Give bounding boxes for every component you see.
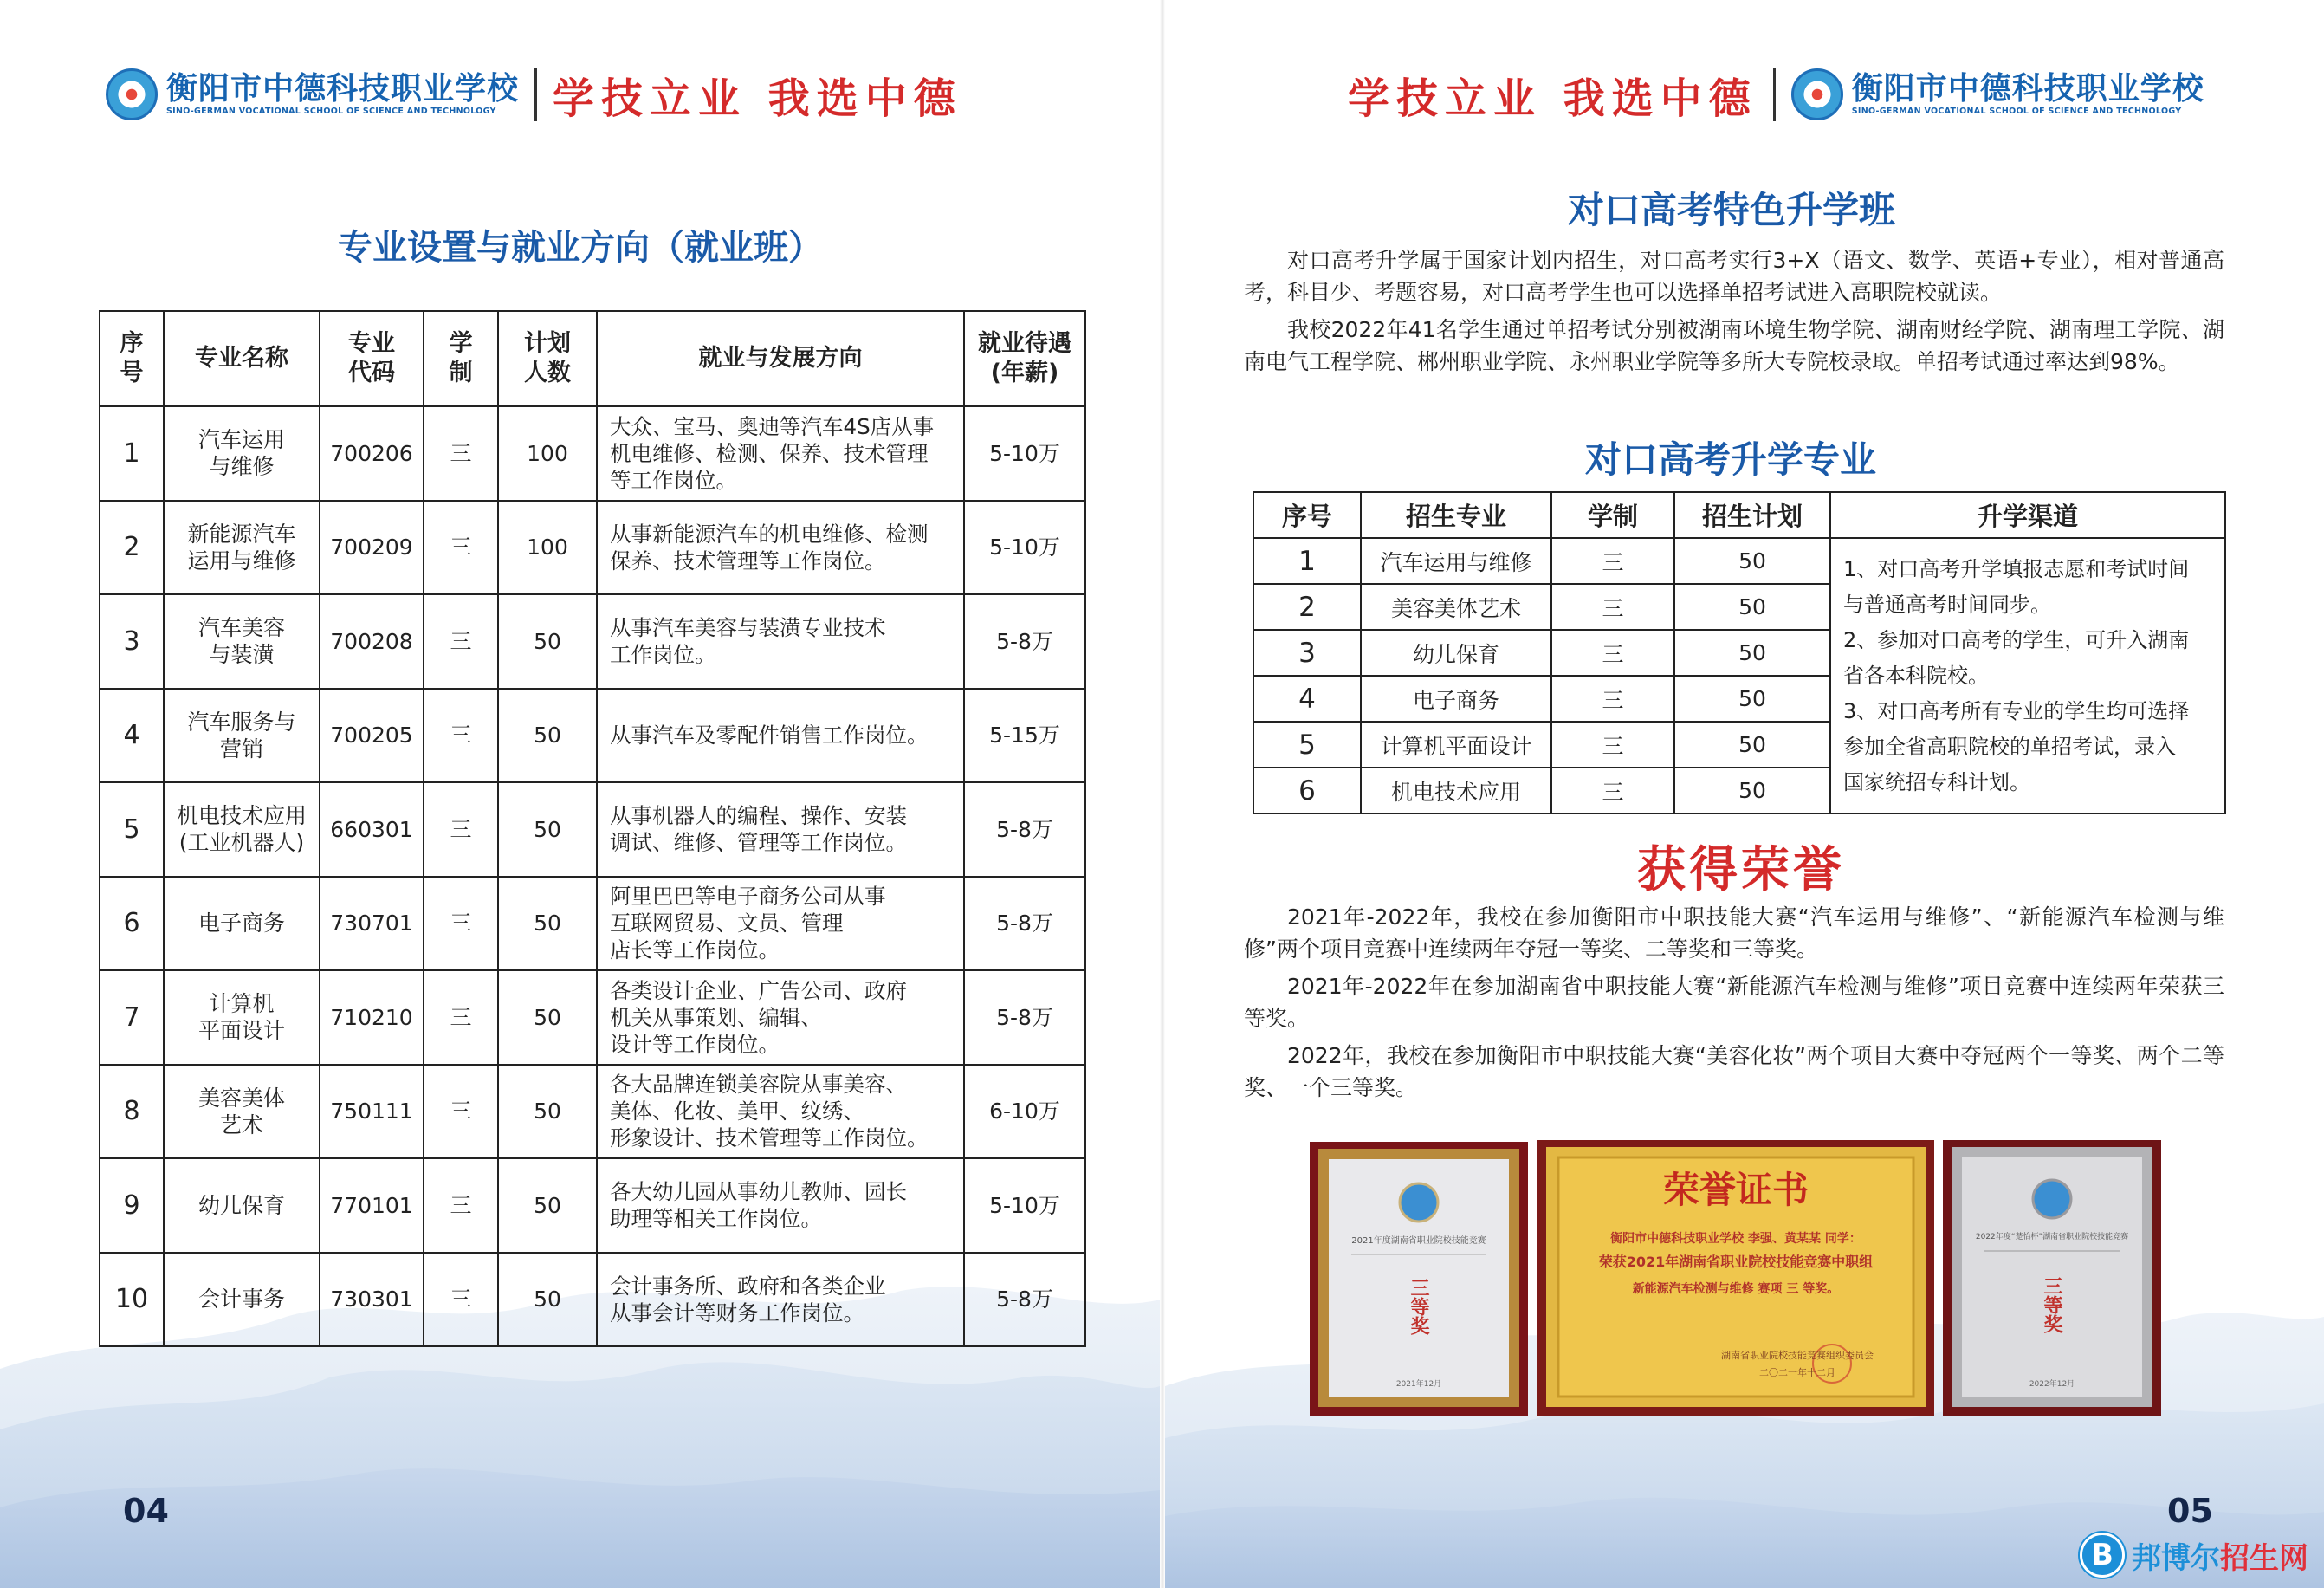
right-header xyxy=(1348,64,2204,125)
school-emblem-icon xyxy=(1791,68,1843,120)
certificate-heading: 2021年度湖南省职业院校技能竞赛 xyxy=(1351,1236,1486,1246)
certificate-date: 2022年12月 xyxy=(2029,1380,2075,1389)
col-header-no: 序 号 xyxy=(100,311,164,406)
table-row: 8 美容美体 艺术 750111 三 50 各大品牌连锁美容院从事美容、 美体、化妆、美甲、纹绣、 形象设计、技术管理等工作岗位。 6-10万 xyxy=(100,1065,1085,1159)
table-row: 2 美容美体艺术 三 50 xyxy=(1253,584,2225,630)
certificate-date: 2021年12月 xyxy=(1395,1380,1442,1389)
table-row: 7 计算机 平面设计 710210 三 50 各类设计企业、广告公司、政府 机关从事策划、编辑、 设计等工作岗位。 5-8万 xyxy=(100,970,1085,1065)
paragraph: 对口高考升学属于国家计划内招生，对口高考实行3+X（语文、数学、英语+专业），相对普通高考，科目少、考题容易，对口高考学生也可以选择单招考试进入高职院校就读。 xyxy=(1244,248,2224,305)
certificate-photo xyxy=(1310,1142,1528,1416)
header-divider xyxy=(534,68,537,121)
exam-majors-table xyxy=(1253,491,2226,814)
pathway-cell: 1、对口高考升学填报志愿和考试时间 与普通高考时间同步。 2、参加对口高考的学生，可升入湖南 省各本科院校。 3、对口高考所有专业的学生均可选择 参加全省高职院校的单招考试，录入 国家统招专科计划。 xyxy=(1830,538,2225,813)
table-row: 10 会计事务 730301 三 50 会计事务所、政府和各类企业 从事会计等财务工作岗位。 5-8万 xyxy=(100,1253,1085,1347)
school-name-cn: 衡阳市中德科技职业学校 xyxy=(166,71,520,107)
page-number-right: 05 xyxy=(2167,1492,2213,1530)
school-name-cn: 衡阳市中德科技职业学校 xyxy=(1851,71,2204,107)
certificate-heading: 2022年度“楚怡杯”湖南省职业院校技能竞赛 xyxy=(1975,1233,2129,1241)
certificate-award: 三等奖 xyxy=(2041,1276,2063,1333)
certificate-line: 荣获2021年湖南省职业院校技能竞赛中职组 xyxy=(1598,1254,1874,1270)
col-header-name: 专业名称 xyxy=(164,311,320,406)
col-header-no: 序号 xyxy=(1253,492,1361,538)
exam-class-title: 对口高考特色升学班 xyxy=(1568,189,1896,231)
paragraph: 2021年-2022年，我校在参加衡阳市中职技能大赛“汽车运用与维修”、“新能源汽车检测与维修”两个项目竞赛中连续两年夺冠一等奖、二等奖和三等奖。 xyxy=(1244,904,2224,962)
honors-text xyxy=(1244,901,2224,1109)
book-gutter xyxy=(1160,0,1165,1588)
table-row: 1 汽车运用 与维修 700206 三 100 大众、宝马、奥迪等汽车4S店从事 机电维修、检测、保养、技术管理 等工作岗位。 5-10万 xyxy=(100,406,1085,501)
table-row: 4 电子商务 三 50 xyxy=(1253,676,2225,722)
certificate-award: 三等奖 xyxy=(1408,1278,1430,1335)
col-header-years: 学 制 xyxy=(424,311,498,406)
certificate-line: 新能源汽车检测与维修 赛项 三 等奖。 xyxy=(1632,1282,1840,1296)
col-header-pathway: 升学渠道 xyxy=(1830,492,2225,538)
table-header-row xyxy=(1253,492,2225,538)
site-watermark xyxy=(2080,1533,2308,1578)
school-name-en: SINO-GERMAN VOCATIONAL SCHOOL OF SCIENCE AND TECHNOLOGY xyxy=(1851,107,2182,116)
col-header-major: 招生专业 xyxy=(1361,492,1551,538)
table-row: 5 计算机平面设计 三 50 xyxy=(1253,722,2225,768)
table-header-row xyxy=(100,311,1085,406)
school-logo xyxy=(1791,68,2204,120)
watermark-site-suffix: 招生网 xyxy=(2220,1540,2308,1576)
header-divider xyxy=(1773,68,1776,121)
table-row: 3 幼儿保育 三 50 xyxy=(1253,630,2225,676)
b-logo-icon: B xyxy=(2080,1533,2125,1578)
paragraph: 2021年-2022年在参加湖南省中职技能大赛“新能源汽车检测与维修”项目竞赛中连续两年荣获三等奖。 xyxy=(1244,974,2224,1031)
school-logo xyxy=(106,68,519,120)
certificate-photo xyxy=(1537,1140,1934,1416)
table-row: 1 汽车运用与维修 三 50 1、对口高考升学填报志愿和考试时间 与普通高考时间同步。 2、参加对口高考的学生，可升入湖南 省各本科院校。 3、对口高考所有专业的学生均可选择 参加全省高职院校的单招考试，录入 国家统招专科计划。 xyxy=(1253,538,2225,584)
honors-title: 获得荣誉 xyxy=(1637,841,1845,898)
table-row: 9 幼儿保育 770101 三 50 各大幼儿园从事幼儿教师、园长 助理等相关工作岗位。 5-10万 xyxy=(100,1158,1085,1253)
slogan: 学技立业 我选中德 xyxy=(1348,74,1758,123)
table-row: 3 汽车美容 与装潢 700208 三 50 从事汽车美容与装潢专业技术 工作岗位。 5-8万 xyxy=(100,594,1085,689)
col-header-direction: 就业与发展方向 xyxy=(597,311,964,406)
school-name-en: SINO-GERMAN VOCATIONAL SCHOOL OF SCIENCE AND TECHNOLOGY xyxy=(166,107,496,116)
table-row: 2 新能源汽车 运用与维修 700209 三 100 从事新能源汽车的机电维修、检测 保养、技术管理等工作岗位。 5-10万 xyxy=(100,501,1085,595)
watermark-site-name: 邦博尔 xyxy=(2132,1540,2220,1576)
table-row: 4 汽车服务与 营销 700205 三 50 从事汽车及零配件销售工作岗位。 5-15万 xyxy=(100,689,1085,783)
col-header-code: 专业 代码 xyxy=(320,311,424,406)
certificate-photo xyxy=(1943,1140,2161,1416)
table-row: 6 电子商务 730701 三 50 阿里巴巴等电子商务公司从事 互联网贸易、文员、管理 店长等工作岗位。 5-8万 xyxy=(100,877,1085,971)
left-header xyxy=(106,64,962,125)
col-header-salary: 就业待遇 (年薪) xyxy=(964,311,1085,406)
exam-majors-title: 对口高考升学专业 xyxy=(1585,438,1877,481)
col-header-plan: 计划 人数 xyxy=(498,311,597,406)
col-header-years: 学制 xyxy=(1551,492,1674,538)
col-header-plan: 招生计划 xyxy=(1674,492,1830,538)
majors-table xyxy=(99,310,1086,1347)
certificate-date: 二〇二一年十二月 xyxy=(1759,1367,1835,1378)
school-emblem-icon xyxy=(106,68,158,120)
certificate-line: 衡阳市中德科技职业学校 李强、黄某某 同学： xyxy=(1610,1232,1861,1246)
table-row: 5 机电技术应用 (工业机器人) 660301 三 50 从事机器人的编程、操作、安装 调试、维修、管理等工作岗位。 5-8万 xyxy=(100,782,1085,877)
paragraph: 2022年，我校在参加衡阳市中职技能大赛“美容化妆”两个项目大赛中夺冠两个一等奖、两个二等奖、一个三等奖。 xyxy=(1244,1043,2224,1100)
table-row: 6 机电技术应用 三 50 xyxy=(1253,768,2225,813)
certificate-issuer: 湖南省职业院校技能竞赛组织委员会 xyxy=(1721,1350,1874,1361)
certificate-heading: 荣誉证书 xyxy=(1662,1169,1809,1211)
majors-title: 专业设置与就业方向（就业班） xyxy=(338,228,823,268)
slogan: 学技立业 我选中德 xyxy=(553,74,962,123)
exam-class-intro xyxy=(1244,244,2224,383)
paragraph: 我校2022年41名学生通过单招考试分别被湖南环境生物学院、湖南财经学院、湖南理工学院、湖南电气工程学院、郴州职业学院、永州职业学院等多所大专院校录取。单招考试通过率达到98%。 xyxy=(1244,317,2224,374)
page-number-left: 04 xyxy=(123,1492,169,1530)
